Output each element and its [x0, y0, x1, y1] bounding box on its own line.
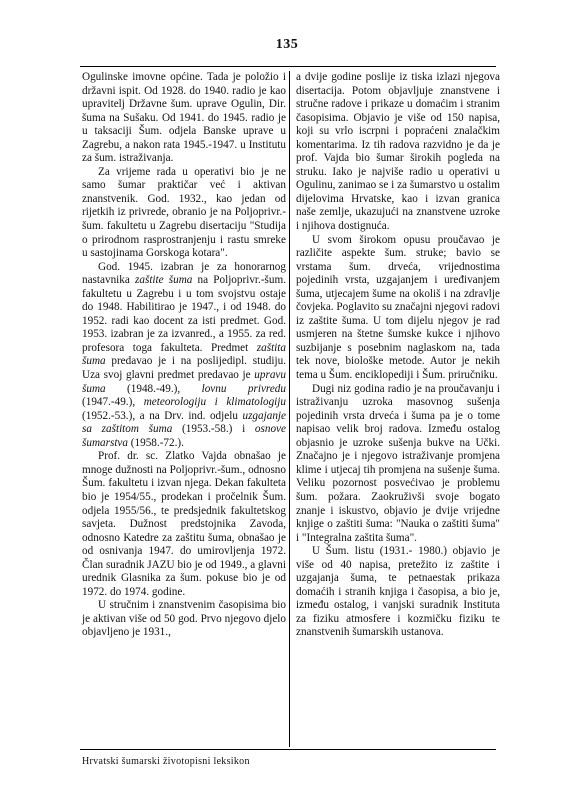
- italic-term-zastite-suma: zaštite šuma: [135, 274, 193, 287]
- footer-text: Hrvatski šumarski životopisni leksikon: [82, 756, 250, 767]
- text-run: God. 1945. izabran je za honorarnog nastavnika: [82, 260, 286, 287]
- text-run: (1947.-49.),: [82, 396, 144, 409]
- italic-term-upravu-suma: upravu šuma: [82, 369, 286, 395]
- italic-term-meteorologiju: meteorologiju i klimatologiju: [143, 396, 286, 409]
- left-paragraph-2: Za vrijeme rada u operativi bio je ne samo šumar praktičar već i aktivan znanstvenik. God. 1932., kao jedan od rijetkih iz privrede, obranio je na Poljoprivr.-šum. fakultetu u Zagrebu disertaciju "Studija o prirodnom rasprostranjenju i rastu smreke u sastojinama Gorskoga kotara".: [82, 165, 286, 260]
- italic-term-zastita-suma: zaštita šuma: [82, 341, 286, 368]
- footer-rule: [80, 749, 496, 750]
- column-divider: [289, 71, 290, 747]
- italic-term-uzgajanje: uzgajanje sa zaštitom šuma: [82, 409, 286, 436]
- page-number: 135: [275, 37, 299, 52]
- text-run: (1948.-49.),: [105, 382, 202, 395]
- text-run: (1952.-53.), a na Drv. ind. odjelu: [82, 409, 243, 422]
- left-paragraph-5: U stručnim i znanstvenim časopisima bio je aktivan više od 50 god. Prvo njegovo djelo objavljeno je 1931.,: [82, 599, 286, 639]
- italic-term-osnove-sumarstva: osnove šumarstva: [82, 423, 286, 449]
- left-paragraph-1: Ogulinske imovne općine. Tada je položio i državni ispit. Od 1928. do 1940. radio je kao upravitelj Državne šum. uprave Ogulin, Dir. šuma na Sušaku. Od 1941. do 1945. radio je u taksaciji Šum. odjela Banske uprave u Zagrebu, a nakon rata 1945.-1947. u Institutu za šum. istraživanja.: [82, 71, 286, 165]
- text-run: predavao je i na poslijedipl. studiju. Uza svoj glavni predmet predavao je: [82, 355, 286, 382]
- text-run: (1953.-58.) i: [172, 423, 255, 436]
- right-paragraph-2: U svom širokom opusu proučavao je različite aspekte šum. struke; bavio se vrstama šum. drveća, vrijednostima pojedinih vrsta, uzgajanjem i uređivanjem šuma, utjecajem šume na okoliš i na zdravlje čovjeka. Poglavito su značajni njegovi radovi iz zaštite šuma. U tom dijelu njegov je rad usmjeren na štetne šumske kukce i njihovo suzbijanje s posebnim naglaskom na, tada tek nove, biološke metode. Autor je nekih tema u Šum. enciklopediji i Šum. priručniku.: [296, 233, 500, 382]
- text-run: (1958.-72.).: [128, 436, 184, 449]
- right-column: [296, 71, 500, 640]
- italic-term-lovnu-privredu: lovnu privredu: [201, 382, 286, 395]
- right-paragraph-3: Dugi niz godina radio je na proučavanju i istraživanju uzroka masovnog sušenja pojedinih vrsta drveća i šuma pa je o tome napisao velik broj radova. Između ostalog objasnio je uzroke sušenja bukve na Učki. Značajno je i njegovo istraživanje promjena klime i utjecaj tih promjena na sušenje šuma. Veliku pozornost posvećivao je problemu šum. požara. Zaokruživši svoje bogato znanje i iskustvo, objavio je dvije vrijedne knjige o zaštiti šuma: "Nauka o zaštiti šuma" i "Integralna zaštita šuma".: [296, 382, 500, 544]
- left-paragraph-3: [82, 261, 286, 451]
- right-paragraph-1: a dvije godine poslije iz tiska izlazi njegova disertacija. Potom objavljuje znanstvene i stručne radove i prikaze u domaćim i stranim časopisima. Objavio je više od 150 napisa, koji su vrlo iscrpni i popraćeni znalačkim komentarima. Iz tih radova razvidno je da je prof. Vajda bio šumar širokih pogleda na struku. Iako je najviše radio u operativi u Ogulinu, zanimao se i za šumarstvo u ostalim dijelovima Hrvatske, kao i izvan granica naše zemlje, ukazujući na znanstvene uzroke i njihova dostignuća.: [296, 71, 500, 233]
- left-paragraph-4: Prof. dr. sc. Zlatko Vajda obnašao je mnoge dužnosti na Poljoprivr.-šum., odnosno Šum. fakultetu i izvan njega. Dekan fakulteta bio je 1954/55., prodekan i pročelnik Šum. odjela 1955/56., te predsjednik fakultetskog savjeta. Dužnost predstojnika Zavoda, odnosno Katedre za zaštitu šuma, obnašao je od osnivanja 1947. do umirovljenja 1972. Član suradnik JAZU bio je od 1949., a glavni urednik Glasnika za šum. pokuse bio je od 1972. do 1974. godine.: [82, 450, 286, 598]
- text-run: na Poljoprivr.-šum. fakultetu u Zagrebu i u tom svojstvu ostaje do 1948. Habilitirao je 1947., i od 1948. do 1952. radi kao docent za isti predmet. God. 1953. izabran je za izvanred., a 1955. za red. profesora toga fakulteta. Predmet: [82, 274, 286, 354]
- right-paragraph-4: U Šum. listu (1931.- 1980.) objavio je više od 40 napisa, pretežito iz zaštite i uzgajanja šuma, te petnaestak prikaza domaćih i stranih knjiga i časopisa, a bio je, između ostalog, i vanjski suradnik Instituta za fiziku atmosfere i kozmičku fiziku te znanstvenih šumarskih ustanova.: [296, 545, 500, 639]
- left-column: [82, 71, 286, 640]
- header-rule: [80, 66, 496, 67]
